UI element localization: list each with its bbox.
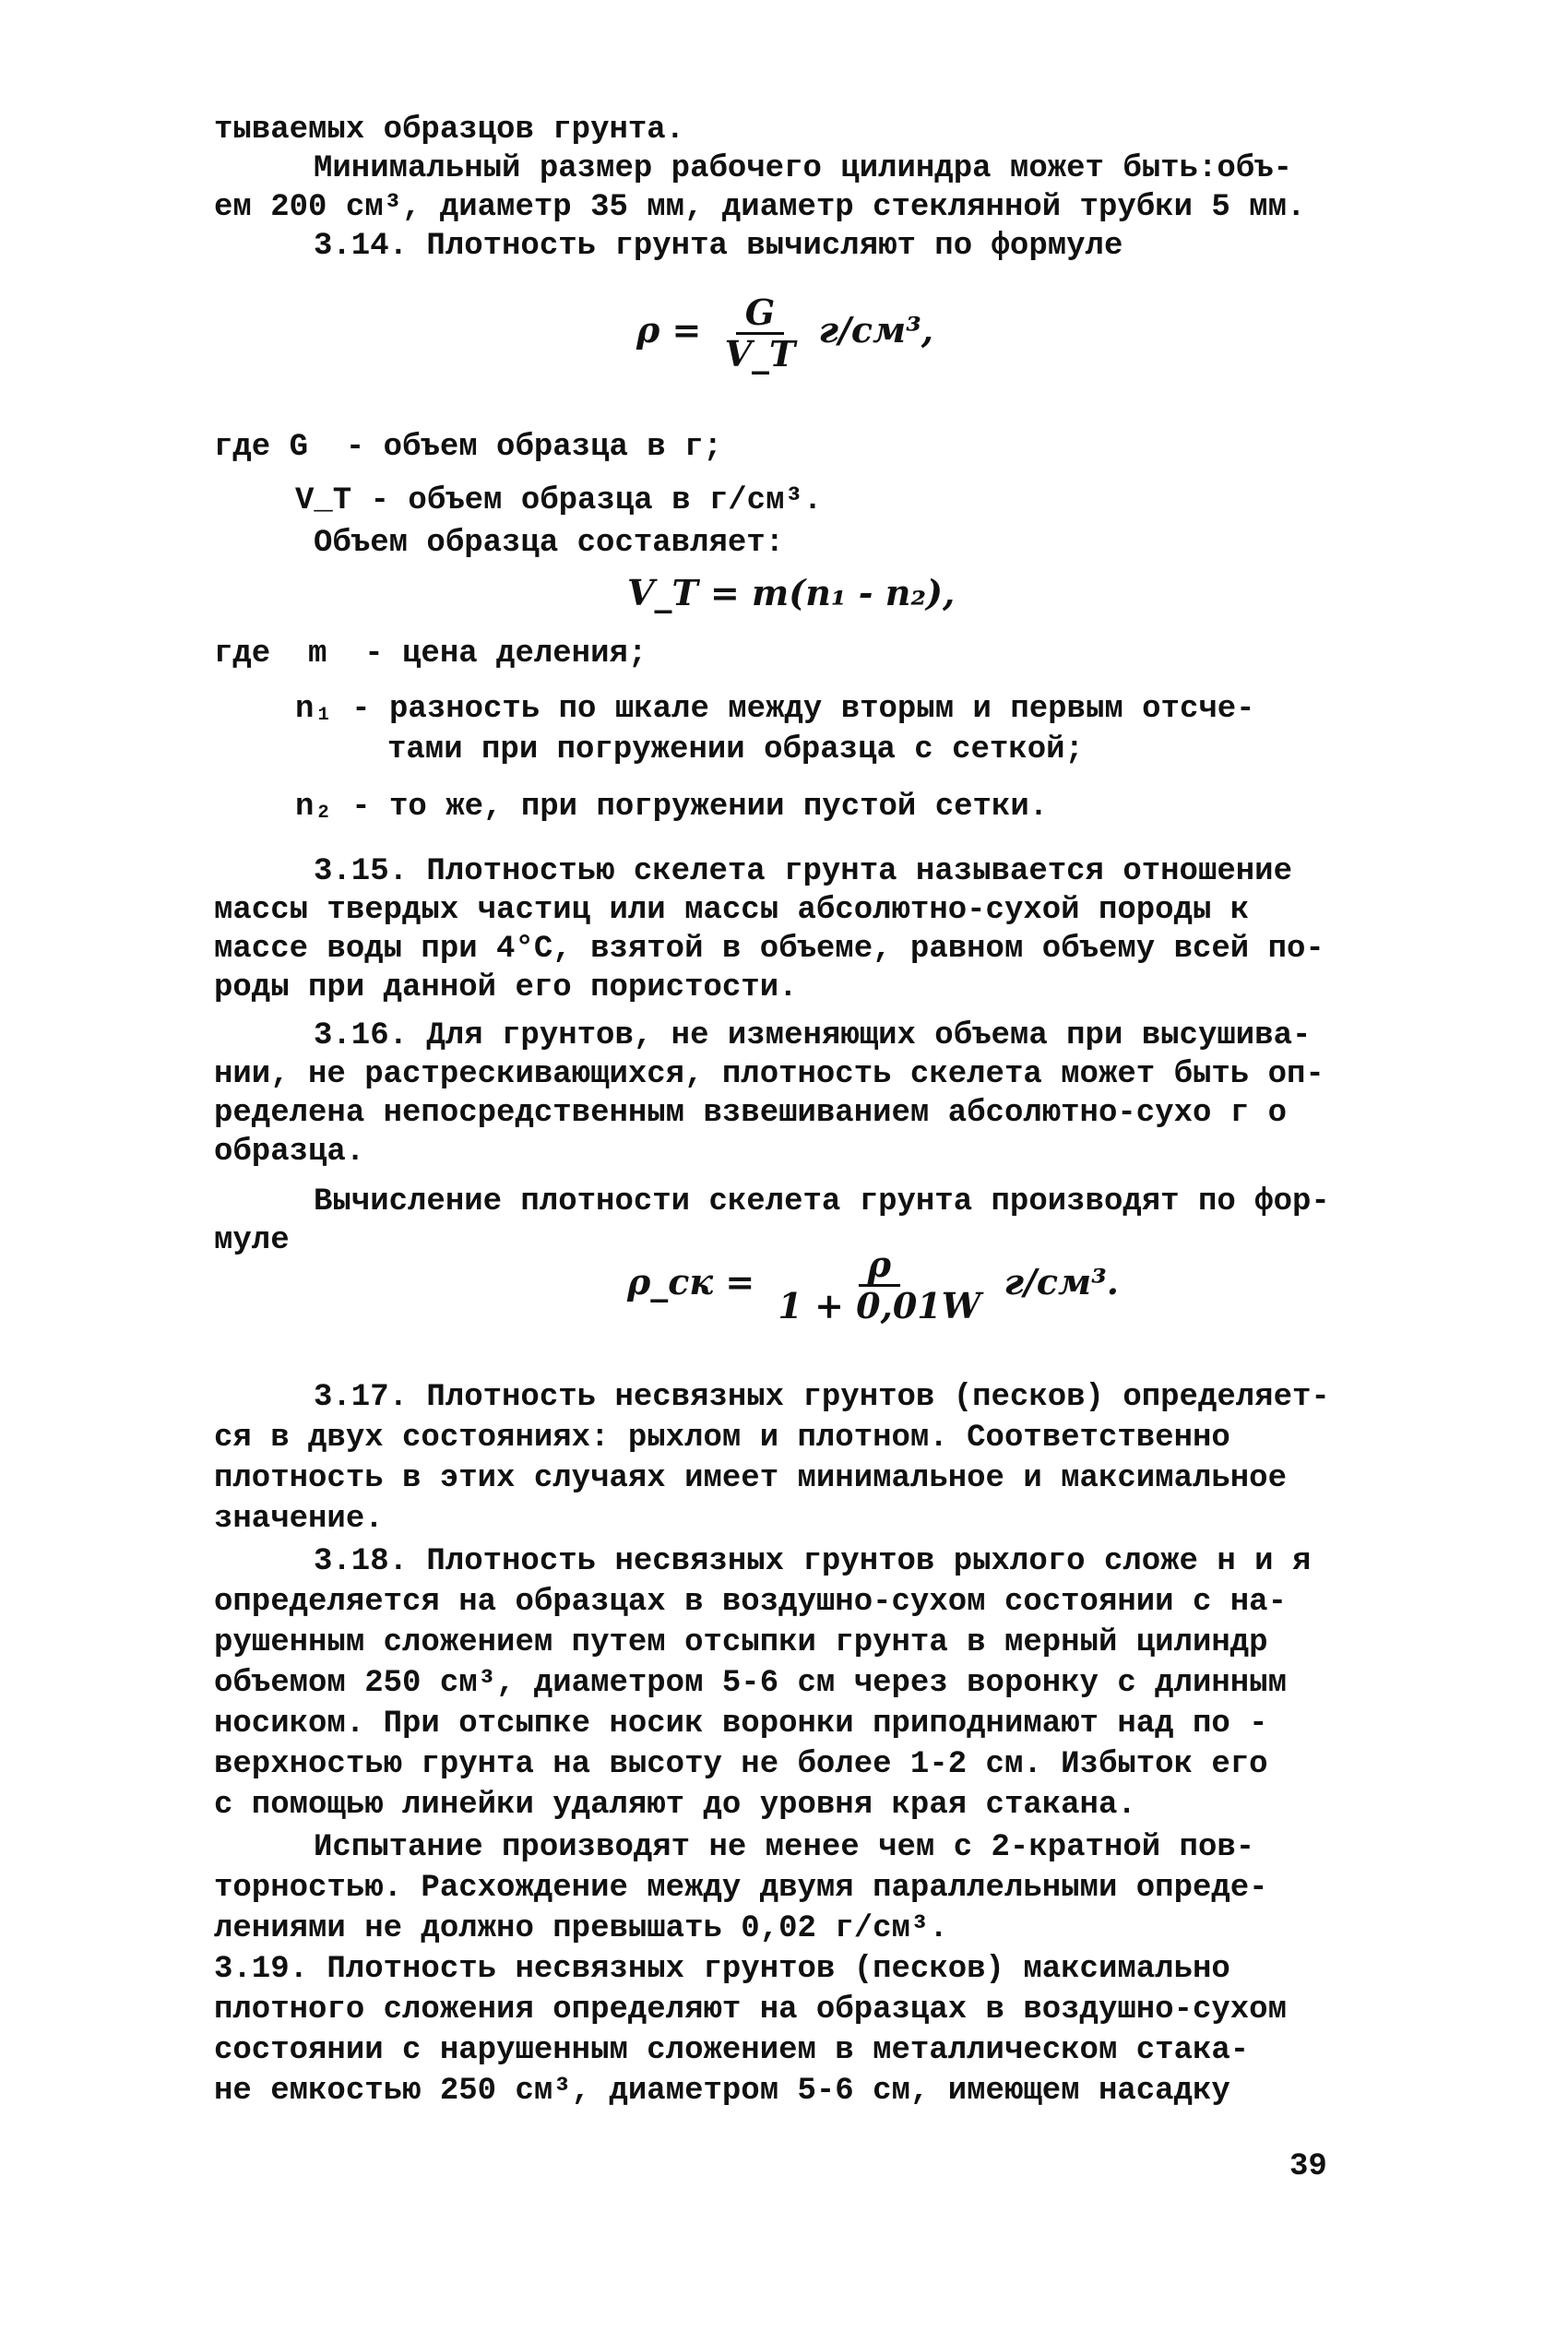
text-line: Объем образца составляет: — [314, 526, 785, 561]
text-line: лениями не должно превышать 0,02 г/см³. — [214, 1911, 948, 1946]
text-line: объемом 250 см³, диаметром 5-6 см через воронку с длинным — [214, 1666, 1287, 1701]
volume-formula: V_T = m(n₁ - n₂), — [627, 572, 956, 613]
text-line: массе воды при 4°С, взятой в объеме, равном объему всей по- — [214, 932, 1324, 967]
text-line: массы твердых частиц или массы абсолютно-сухой породы к — [214, 893, 1250, 928]
section-heading: 3.14. Плотность грунта вычисляют по формуле — [314, 229, 1123, 264]
denominator: 1 + 0,01W — [778, 1285, 981, 1326]
text-line: состоянии с нарушенным сложением в металлическом стака- — [214, 2033, 1250, 2068]
fraction — [719, 293, 802, 374]
definition-line: где m - цена деления; — [214, 636, 647, 672]
numerator: ρ — [859, 1245, 900, 1287]
definition-line: n₁ - разность по шкале между вторым и первым отсче- — [295, 692, 1255, 727]
definition-line: n₂ - то же, при погружении пустой сетки. — [295, 790, 1049, 825]
text-line: ределена непосредственным взвешиванием абсолютно-сухо г о — [214, 1096, 1287, 1131]
definition-line: V_T - объем образца в г/см³. — [295, 483, 823, 518]
definition-line: тами при погружении образца с сеткой; — [387, 732, 1084, 767]
formula-unit: г/см³, — [818, 309, 933, 351]
formula-lhs: ρ_ск = — [627, 1261, 755, 1302]
section-heading: 3.15. Плотностью скелета грунта называется отношение — [314, 854, 1292, 889]
text-line: Испытание производят не менее чем с 2-кратной пов- — [314, 1830, 1255, 1865]
definition-line: где G - объем образца в г; — [214, 430, 722, 465]
text-line: значение. — [214, 1502, 384, 1537]
numerator: G — [736, 293, 784, 335]
page-number: 39 — [1289, 2149, 1327, 2184]
text-line: не емкостью 250 см³, диаметром 5-6 см, имеющем насадку — [214, 2074, 1230, 2109]
formula-lhs: ρ = — [636, 309, 702, 351]
denominator: V_T — [724, 333, 796, 375]
section-heading: 3.16. Для грунтов, не изменяющих объема при высушива- — [314, 1018, 1312, 1053]
text-line: Вычисление плотности скелета грунта производят по фор- — [314, 1184, 1330, 1219]
text-line: Минимальный размер рабочего цилиндра может быть:объ- — [314, 151, 1292, 186]
density-formula — [636, 293, 933, 374]
text-line: тываемых образцов грунта. — [214, 113, 685, 148]
section-heading: 3.18. Плотность несвязных грунтов рыхлого сложе н и я — [314, 1544, 1312, 1579]
text-line: образца. — [214, 1135, 365, 1170]
section-heading: 3.19. Плотность несвязных грунтов (песков) максимально — [214, 1952, 1230, 1987]
text-line: ся в двух состояниях: рыхлом и плотном. Соответственно — [214, 1421, 1230, 1456]
text-line: определяется на образцах в воздушно-сухом состоянии с на- — [214, 1585, 1287, 1620]
text-line: плотность в этих случаях имеет минимальное и максимальное — [214, 1461, 1287, 1496]
text-line: торностью. Расхождение между двумя параллельными опреде- — [214, 1871, 1268, 1906]
text-line: муле — [214, 1223, 290, 1258]
text-line: с помощью линейки удаляют до уровня края стакана. — [214, 1788, 1136, 1823]
text-line: нии, не растрескивающихся, плотность скелета может быть оп- — [214, 1057, 1324, 1092]
text-line: рушенным сложением путем отсыпки грунта в мерный цилиндр — [214, 1625, 1268, 1660]
fraction — [772, 1245, 986, 1326]
text-line: плотного сложения определяют на образцах в воздушно-сухом — [214, 1992, 1287, 2028]
text-line: ем 200 см³, диаметр 35 мм, диаметр стеклянной трубки 5 мм. — [214, 190, 1306, 225]
text-line: роды при данной его пористости. — [214, 970, 798, 1005]
skeleton-density-formula — [627, 1245, 1119, 1326]
section-heading: 3.17. Плотность несвязных грунтов (песков) определяет- — [314, 1380, 1330, 1415]
text-line: верхностью грунта на высоту не более 1-2 см. Избыток его — [214, 1747, 1268, 1782]
text-line: носиком. При отсыпке носик воронки приподнимают над по - — [214, 1707, 1268, 1742]
formula-unit: г/см³. — [1004, 1261, 1120, 1302]
